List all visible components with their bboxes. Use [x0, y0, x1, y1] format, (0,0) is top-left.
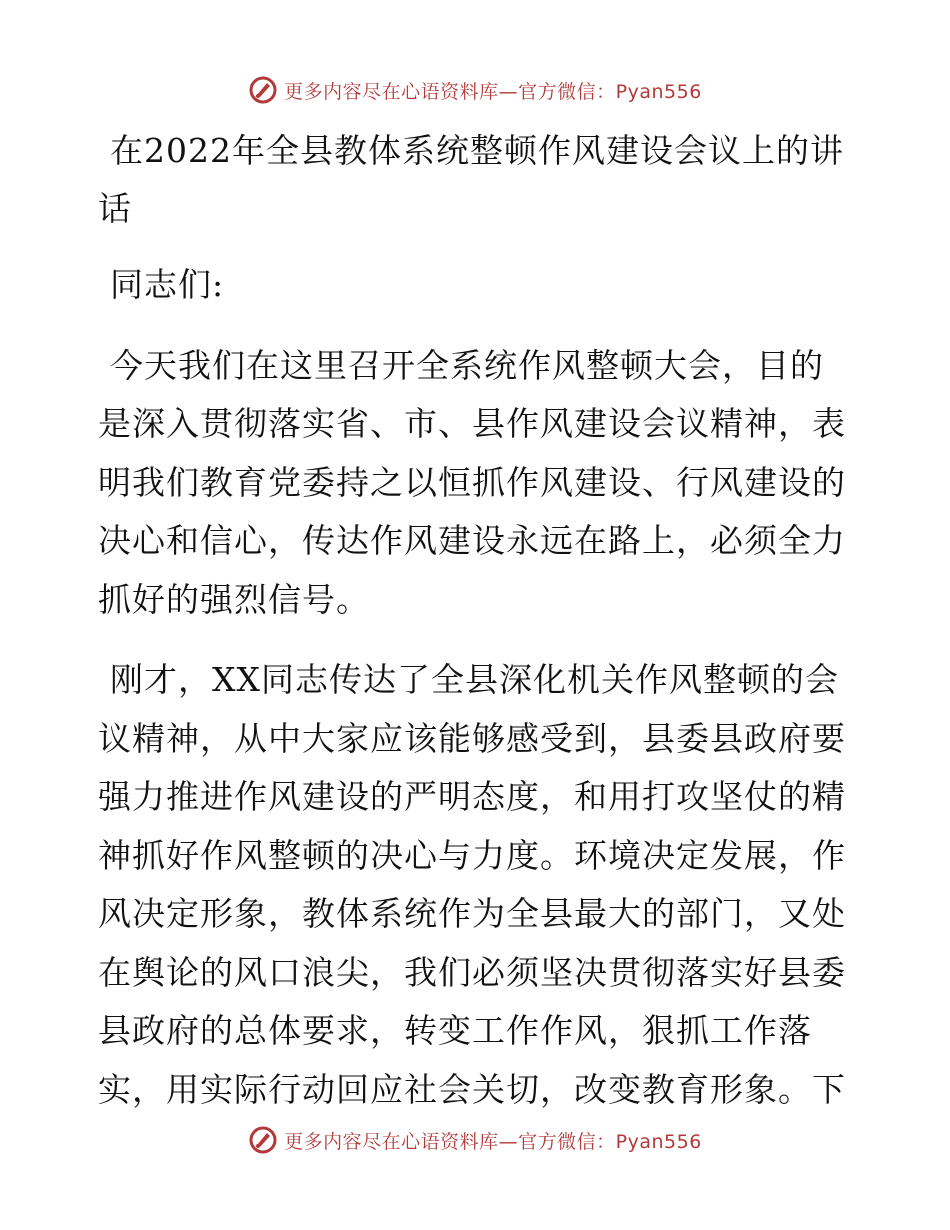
footer-banner-text: 更多内容尽在心语资料库—官方微信：Pyan556 — [284, 1130, 702, 1153]
paragraph-2: 刚才，XX同志传达了全县深化机关作风整顿的会议精神，从中大家应该能够感受到，县委县政府要强力推进作风建设的严明态度，和用打攻坚仗的精神抓好作风整顿的决心与力度。环境决定发展，作风决定形象，教体系统作为全县最大的部门，又处在舆论的风口浪尖，我们必须坚决贯彻落实好县委县政府的总体要求，转变工作作风，狠抓工作落实，用实际行动回应社会关切，改变教育形象。下 — [98, 660, 846, 1109]
salutation: 同志们: — [110, 265, 225, 304]
paragraph-1: 今天我们在这里召开全系统作风整顿大会，目的是深入贯彻落实省、市、县作风建设会议精神，表明我们教育党委持之以恒抓作风建设、行风建设的决心和信心，传达作风建设永远在路上，必须全力抓好的强烈信号。 — [98, 345, 846, 619]
header-banner — [0, 70, 950, 110]
circle-logo-icon — [248, 1125, 278, 1155]
header-banner-text: 更多内容尽在心语资料库—官方微信：Pyan556 — [284, 80, 702, 103]
document-title: 在2022年全县教体系统整顿作风建设会议上的讲话 — [98, 131, 844, 228]
document-body — [98, 122, 850, 1119]
circle-logo-icon — [248, 75, 278, 105]
footer-banner — [0, 1120, 950, 1160]
